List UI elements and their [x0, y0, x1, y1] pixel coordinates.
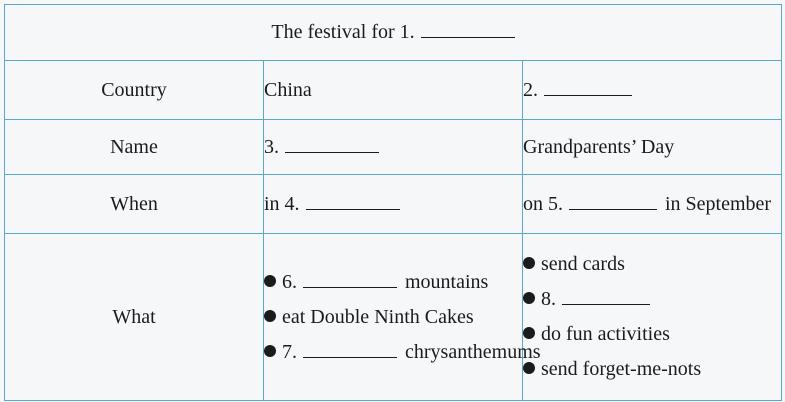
item-text: send forget-me-nots — [541, 358, 702, 380]
list-item — [523, 247, 781, 282]
blank-5-number: on 5. — [523, 192, 563, 215]
blank-2[interactable] — [544, 94, 632, 96]
name-label: Name — [5, 120, 264, 175]
blank-7[interactable] — [303, 356, 397, 358]
table-title — [5, 5, 782, 61]
blank-8-number: 8. — [541, 288, 556, 310]
when-china-cell — [264, 175, 523, 234]
name-other: Grandparents’ Day — [523, 120, 782, 175]
item-text: send cards — [541, 253, 625, 275]
when-suffix: in September — [665, 192, 772, 215]
blank-4[interactable] — [306, 208, 400, 210]
festival-table — [4, 4, 782, 401]
what-row — [5, 234, 782, 401]
bullet-icon — [523, 362, 535, 374]
bullet-icon — [264, 345, 276, 357]
when-other-cell — [523, 175, 782, 234]
what-china-cell — [264, 234, 541, 401]
what-label: What — [5, 234, 264, 401]
blank-1[interactable] — [421, 36, 515, 38]
name-china-cell — [264, 120, 523, 175]
blank-6[interactable] — [303, 286, 397, 288]
blank-5[interactable] — [569, 208, 657, 210]
bullet-icon — [264, 310, 276, 322]
item-text: eat Double Ninth Cakes — [282, 305, 474, 328]
bullet-icon — [523, 327, 535, 339]
blank-4-number: in 4. — [264, 192, 300, 215]
bullet-icon — [264, 275, 276, 287]
bullet-icon — [523, 292, 535, 304]
country-label: Country — [5, 61, 264, 120]
when-row — [5, 175, 782, 234]
blank-3[interactable] — [285, 151, 379, 153]
blank-8[interactable] — [562, 303, 650, 305]
blank-3-number: 3. — [264, 135, 279, 158]
country-other-cell — [523, 61, 782, 120]
blank-6-number: 6. — [282, 270, 297, 293]
other-activities-list — [523, 247, 781, 387]
list-item — [523, 352, 781, 387]
item-suffix: chrysanthemums — [405, 340, 541, 363]
what-other-cell — [523, 234, 782, 401]
list-item — [523, 282, 781, 317]
list-item — [264, 265, 522, 300]
title-row — [5, 5, 782, 61]
list-item — [523, 317, 781, 352]
when-label: When — [5, 175, 264, 234]
china-activities-list — [264, 265, 541, 370]
blank-2-number: 2. — [523, 78, 538, 101]
item-text: do fun activities — [541, 323, 670, 345]
name-row — [5, 120, 782, 175]
item-suffix: mountains — [405, 270, 489, 293]
list-item — [264, 300, 522, 335]
country-row — [5, 61, 782, 120]
bullet-icon — [523, 257, 535, 269]
blank-7-number: 7. — [282, 340, 297, 363]
list-item — [264, 335, 541, 370]
title-text: The festival for 1. — [271, 21, 415, 43]
country-china: China — [264, 61, 523, 120]
